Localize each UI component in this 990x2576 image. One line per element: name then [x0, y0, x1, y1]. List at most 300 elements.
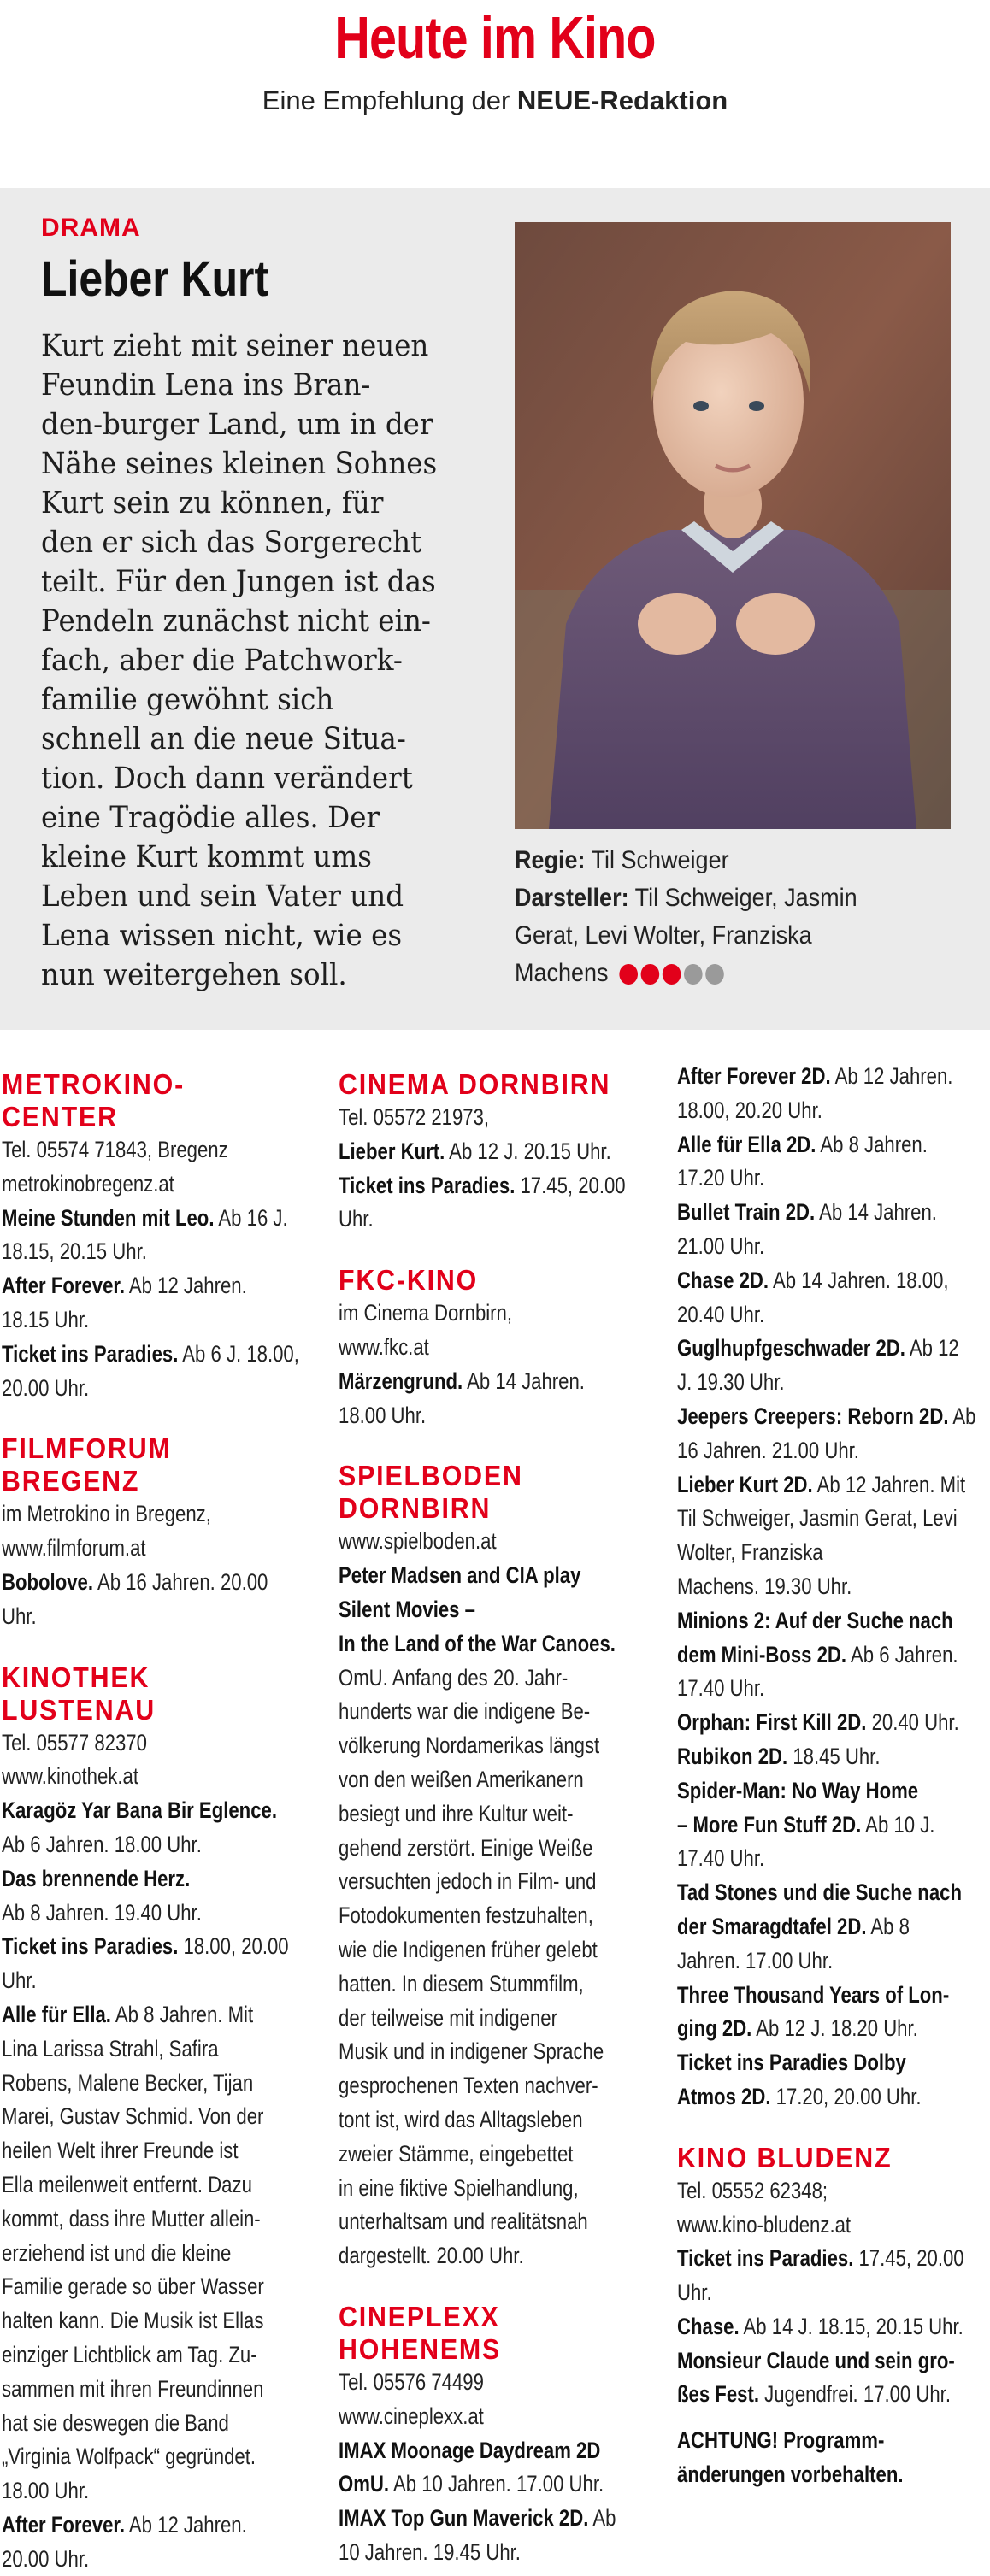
listing-text: www.spielboden.at: [339, 1528, 497, 1555]
listing-text: Ab 12 Jahren.: [124, 2511, 247, 2538]
listing-line: [677, 1536, 932, 1570]
film-title: Das brennende Herz.: [2, 1865, 191, 1891]
film-title: Märzengrund.: [339, 1367, 463, 1394]
listing-line: [339, 1559, 612, 1593]
film-credits: [515, 842, 959, 992]
listing-text: Ab 14 Jahren. 18.00,: [769, 1267, 949, 1293]
synopsis-line: eine Tragödie alles. Der: [41, 801, 380, 835]
listing-line: [2, 1964, 273, 1998]
listing-text: erziehend ist und die kleine: [2, 2239, 232, 2266]
listing-text: im Metrokino in Bregenz,: [2, 1501, 211, 1527]
listing-text: 10 Jahren. 19.45 Uhr.: [339, 2538, 521, 2565]
listing-line: [677, 1128, 932, 1162]
listing-text: Til Schweiger, Jasmin Gerat, Levi: [677, 1505, 958, 1532]
listing-line: [2, 1760, 273, 1794]
cinema-name: LUSTENAU: [2, 1693, 156, 1726]
listing-line: [677, 1774, 932, 1808]
listing-text: heilen Welt ihrer Freunde ist: [2, 2138, 239, 2164]
film-title: ßes Fest.: [677, 2381, 759, 2408]
synopsis-line: schnell an die neue Situa-: [41, 722, 406, 756]
film-title: änderungen vorbehalten.: [677, 2461, 904, 2488]
cast-row: [515, 879, 915, 917]
listing-text: Ella meilenweit entfernt. Dazu: [2, 2171, 252, 2197]
listing-column: [339, 1060, 672, 2570]
listing-line: [339, 1593, 612, 1627]
listing-line: [339, 2400, 612, 2434]
listing-line: [677, 2174, 932, 2208]
listing-text: Uhr.: [339, 1206, 374, 1232]
film-title: – More Fun Stuff 2D.: [677, 1811, 862, 1838]
listing-text: Ab 16 J.: [214, 1204, 288, 1231]
synopsis-line: Feundin Lena ins Bran-: [41, 368, 371, 403]
listing-line: [2, 2168, 273, 2203]
listing-line: [677, 1842, 932, 1876]
synopsis-line: Pendeln zunächst nicht ein-: [41, 604, 431, 638]
listing-text: 18.00, 20.20 Uhr.: [677, 1097, 822, 1123]
listing-line: [339, 2366, 612, 2400]
film-title: After Forever.: [2, 1273, 125, 1299]
listing-text: wie die Indigenen früher gelebt: [339, 1936, 598, 1962]
listing-text: www.cineplexx.at: [339, 2403, 484, 2429]
cinema-name: HOHENEMS: [339, 2332, 502, 2365]
film-title: Lieber Kurt.: [339, 1138, 445, 1164]
listing-text: Ab 14 Jahren.: [463, 1367, 585, 1394]
listing-text: Ab 12 J. 20.15 Uhr.: [445, 1138, 611, 1164]
cinema-name: FKC-KINO: [339, 1264, 479, 1297]
listing-line: [2, 1998, 273, 2032]
cinema-name: BREGENZ: [2, 1465, 140, 1497]
listing-line: [677, 1468, 966, 1503]
film-title: Peter Madsen and CIA play: [339, 1562, 581, 1589]
listing-text: 16 Jahren. 21.00 Uhr.: [677, 1437, 859, 1463]
film-title: Karagöz Yar Bana Bir Eglence.: [2, 1797, 277, 1824]
listing-text: 17.40 Uhr.: [677, 1845, 765, 1872]
listing-line: [677, 2012, 932, 2046]
film-title: der Smaragdtafel 2D.: [677, 1913, 867, 1939]
cinema-name: KINO BLUDENZ: [677, 2141, 893, 2173]
listing-line: [677, 1094, 932, 1128]
rating-dot-filled: [640, 964, 659, 985]
rating-dot-empty: [705, 964, 724, 985]
listing-line: [677, 1876, 962, 1910]
listing-line: [339, 1297, 612, 1331]
listing-text: Ab 8 Jahren.: [816, 1131, 928, 1157]
listing-line: [677, 1264, 949, 1298]
film-title: Orphan: First Kill 2D.: [677, 1709, 867, 1736]
listing-line: [677, 2208, 932, 2243]
listing-line: [2, 2270, 273, 2304]
listing-text: 21.00 Uhr.: [677, 1232, 765, 1259]
synopsis-line: nun weitergehen soll.: [41, 958, 347, 992]
listing-line: [339, 1933, 612, 1967]
listing-text: völkerung Nordamerikas längst: [339, 1732, 600, 1759]
listing-line: [339, 1899, 612, 1933]
listing-line: [339, 2536, 612, 2570]
film-title: ACHTUNG! Programm-: [677, 2427, 885, 2454]
listing-text: 18.15, 20.15 Uhr.: [2, 1238, 147, 1265]
listing-line: [2, 1794, 277, 1828]
film-title: After Forever 2D.: [677, 1063, 831, 1089]
film-title: Tad Stones und die Suche nach: [677, 1879, 962, 1906]
cinema-name: CENTER: [2, 1101, 118, 1132]
listing-text: hunderts war die indigene Be-: [339, 1698, 591, 1725]
film-title: dem Mini-Boss 2D.: [677, 1641, 847, 1667]
synopsis-line: fach, aber die Patchwork-: [41, 644, 403, 678]
listing-text: www.filmforum.at: [2, 1535, 146, 1561]
listing-text: sammen mit ihren Freundinnen: [2, 2375, 264, 2402]
listing-text: Tel. 05576 74499: [339, 2368, 484, 2395]
listing-line: [2, 1566, 273, 1600]
block-spacer: [2, 1634, 332, 1653]
cinema-name: CINEMA DORNBIRN: [339, 1068, 611, 1100]
listing-text: hat sie deswegen die Band: [2, 2409, 229, 2436]
film-title: Chase.: [677, 2313, 740, 2339]
listing-line: [2, 1372, 273, 1406]
cinema-name: SPIELBODEN: [339, 1460, 523, 1492]
listing-line: [2, 2237, 273, 2271]
listing-text: Ab 12 Jahren.: [124, 1273, 247, 1299]
listing-text: 18.00 Uhr.: [2, 2478, 90, 2504]
listing-line: [339, 1169, 626, 1203]
listing-line: [677, 2242, 964, 2276]
listing-text: 18.45 Uhr.: [787, 1743, 881, 1769]
listing-line: [677, 2378, 951, 2412]
listing-text: Ab 14 J. 18.15, 20.15 Uhr.: [739, 2313, 963, 2339]
listing-line: [339, 1135, 612, 1169]
block-spacer: [339, 1432, 672, 1451]
listing-text: 17.20 Uhr.: [677, 1165, 765, 1191]
listing-line: [2, 1497, 273, 1532]
cast-line: Machens: [515, 959, 609, 987]
listing-line: [677, 2344, 955, 2379]
featured-film-title: Lieber Kurt: [41, 251, 269, 307]
listing-line: [677, 2424, 932, 2458]
listing-text: Ab 12 J. 18.20 Uhr.: [751, 2015, 918, 2042]
listing-line: [2, 2508, 273, 2543]
listing-line: [2, 2134, 273, 2168]
listing-text: einziger Lichtblick am Tag. Zu-: [2, 2341, 257, 2367]
listing-text: Ab: [948, 1403, 976, 1429]
listing-text: Jugendfrei. 17.00 Uhr.: [758, 2381, 951, 2408]
listing-text: Ab 12: [905, 1335, 959, 1362]
listing-text: metrokinobregenz.at: [2, 1170, 174, 1197]
listing-text: Fotodokumenten festzuhalten,: [339, 1903, 593, 1929]
listing-text: Ab 8: [866, 1913, 910, 1939]
film-title: Alle für Ella.: [2, 2001, 111, 2027]
listing-text: J. 19.30 Uhr.: [677, 1369, 785, 1396]
block-spacer: [339, 2273, 672, 2292]
rating-dot-filled: [619, 964, 638, 985]
listing-line: [2, 2440, 273, 2474]
listing-text: von den weißen Amerikanern: [339, 1766, 584, 1792]
listing-text: 17.45, 20.00: [515, 1172, 626, 1198]
listing-line: [2, 1202, 288, 1236]
listing-line: [2, 2032, 273, 2067]
listing-text: 18.00, 20.00: [178, 1933, 289, 1960]
listing-text: Marei, Gustav Schmid. Von der: [2, 2103, 264, 2130]
listing-line: [2, 2304, 273, 2338]
rating-dot-filled: [663, 964, 681, 985]
listing-line: [339, 1627, 616, 1661]
listing-line: [2, 1897, 273, 1931]
listing-text: Musik und in indigener Sprache: [339, 2038, 604, 2065]
listing-text: Ab 16 Jahren. 20.00: [93, 1568, 268, 1595]
synopsis-line: den-burger Land, um in der: [41, 408, 433, 442]
listing-line: [2, 2407, 273, 2441]
synopsis-line: Leben und sein Vater und: [41, 879, 404, 914]
film-title: Chase 2D.: [677, 1267, 769, 1293]
listing-line: [2, 2373, 273, 2407]
listing-line: [339, 1365, 612, 1399]
listing-text: Tel. 05572 21973,: [339, 1104, 490, 1130]
listing-text: im Cinema Dornbirn,: [339, 1300, 513, 1326]
listing-line: [2, 2543, 273, 2576]
listing-text: Wolter, Franziska: [677, 1539, 823, 1566]
listing-line: [339, 2035, 612, 2069]
cast-row: [515, 955, 915, 992]
listing-line: [677, 1604, 953, 1638]
listing-text: zweier Stämme, eingebettet: [339, 2140, 574, 2167]
listing-text: 20.40 Uhr.: [677, 1301, 765, 1327]
listing-text: der teilweise mit indigener: [339, 2004, 557, 2031]
listing-line: [2, 2067, 273, 2101]
listing-line: [677, 1366, 932, 1400]
listing-text: Tel. 05574 71843, Bregenz: [2, 1137, 228, 1162]
listing-line: [339, 1399, 612, 1433]
listing-text: OmU. Anfang des 20. Jahr-: [339, 1664, 569, 1691]
listing-text: Lina Larissa Strahl, Safira: [2, 2035, 219, 2061]
listing-line: [2, 1269, 273, 1303]
cast-line: Til Schweiger, Jasmin: [628, 884, 857, 912]
listing-text: hatten. In diesem Stummfilm,: [339, 1970, 584, 1997]
listing-line: [677, 1706, 959, 1740]
listing-text: Ab 10 J.: [861, 1811, 935, 1838]
listing-line: [339, 2002, 612, 2036]
listing-line: [2, 1862, 273, 1897]
listing-text: www.kino-bludenz.at: [677, 2211, 852, 2238]
film-title: Alle für Ella 2D.: [677, 1131, 816, 1157]
listing-line: [677, 1910, 932, 1944]
listing-text: unterhaltsam und realitätsnah: [339, 2208, 588, 2235]
listing-line: [2, 1133, 273, 1167]
film-title: Ticket ins Paradies.: [677, 2245, 854, 2272]
listing-line: [339, 1967, 612, 2002]
director-label: Regie:: [515, 846, 586, 874]
listing-text: „Virginia Wolfpack“ gegründet.: [2, 2444, 256, 2470]
listing-column: [677, 1060, 988, 2492]
synopsis-line: teilt. Für den Jungen ist das: [41, 565, 436, 599]
listing-text: Ab 12 Jahren. Mit: [812, 1471, 966, 1497]
listing-text: Familie gerade so über Wasser: [2, 2273, 264, 2300]
page-subtitle: [0, 84, 990, 118]
listing-text: in eine fiktive Spielhandlung,: [339, 2174, 579, 2201]
film-title: Guglhupfgeschwader 2D.: [677, 1335, 905, 1362]
synopsis-line: familie gewöhnt sich: [41, 683, 334, 717]
director-row: [515, 842, 915, 879]
listing-text: gesprochenen Texten nachver-: [339, 2073, 598, 2099]
film-title: Spider-Man: No Way Home: [677, 1777, 919, 1803]
cinema-name: METROKINO-: [2, 1068, 186, 1100]
listing-line: [677, 1434, 932, 1468]
film-title: IMAX Moonage Daydream 2D: [339, 2437, 601, 2463]
synopsis-line: Lena wissen nicht, wie es: [41, 919, 403, 953]
listing-text: Uhr.: [677, 2279, 712, 2306]
listing-line: [339, 1729, 612, 1763]
cinema-name: CINEPLEXX: [339, 2300, 500, 2332]
listing-line: [677, 1672, 932, 1706]
listing-line: [339, 2103, 612, 2138]
listing-line: [2, 2100, 273, 2134]
film-title: Ticket ins Paradies.: [2, 1933, 179, 1960]
cast-label: Darsteller:: [515, 884, 629, 912]
film-title: Monsieur Claude und sein gro-: [677, 2347, 955, 2373]
listing-column: [2, 1060, 332, 2576]
film-title: After Forever.: [2, 2511, 125, 2538]
listing-text: Robens, Malene Becker, Tijan: [2, 2069, 254, 2096]
page-title: Heute im Kino: [334, 4, 656, 71]
listing-line: [2, 1532, 273, 1566]
listing-text: Tel. 05577 82370: [2, 1729, 147, 1756]
listing-text: Ab 6 J. 18.00,: [178, 1340, 299, 1367]
listing-line: [339, 1865, 612, 1899]
film-title: ging 2D.: [677, 2015, 752, 2042]
listing-text: gehend zerstört. Einige Weiße: [339, 1834, 593, 1861]
film-title: Ticket ins Paradies Dolby: [677, 2050, 906, 2076]
synopsis-line: tion. Doch dann verändert: [41, 762, 413, 796]
genre-label: DRAMA: [41, 214, 141, 242]
director-value: Til Schweiger: [585, 846, 729, 874]
listing-line: [2, 1726, 273, 1761]
block-spacer: [339, 1237, 672, 1256]
listing-text: tont ist, wird das Alltagsleben: [339, 2106, 583, 2132]
listing-text: Tel. 05552 62348;: [677, 2177, 828, 2203]
listing-text: 18.15 Uhr.: [2, 1306, 90, 1332]
listing-line: [339, 1661, 612, 1696]
listing-text: Ab 6 Jahren. 18.00 Uhr.: [2, 1831, 202, 1857]
block-spacer: [677, 2114, 988, 2133]
synopsis-line: Nähe seines kleinen Sohnes: [41, 447, 438, 481]
listing-line: [2, 1930, 289, 1964]
listing-text: Uhr.: [2, 1967, 37, 1994]
listing-text: Jahren. 17.00 Uhr.: [677, 1947, 834, 1973]
film-title: Meine Stunden mit Leo.: [2, 1204, 215, 1231]
listing-line: [339, 2172, 612, 2206]
synopsis-line: den er sich das Sorgerecht: [41, 526, 422, 560]
rating-dot-empty: [684, 964, 703, 985]
cast-line: Gerat, Levi Wolter, Franziska: [515, 921, 812, 950]
film-title: Minions 2: Auf der Suche nach: [677, 1607, 953, 1633]
listing-text: 20.00 Uhr.: [2, 1374, 90, 1401]
listing-line: [677, 1060, 953, 1094]
listing-line: [2, 2474, 273, 2508]
film-title: In the Land of the War Canoes.: [339, 1630, 616, 1656]
film-title: Bobolove.: [2, 1568, 94, 1595]
listing-text: Ab 10 Jahren. 17.00 Uhr.: [389, 2471, 604, 2497]
listing-text: 17.45, 20.00: [853, 2245, 964, 2272]
listing-line: [677, 1502, 958, 1536]
cinema-name: DORNBIRN: [339, 1492, 492, 1525]
film-title: Atmos 2D.: [677, 2083, 771, 2109]
listing-line: [339, 2138, 612, 2172]
listing-line: [339, 2502, 616, 2536]
synopsis-line: kleine Kurt kommt ums: [41, 840, 372, 874]
listing-line: [677, 1638, 958, 1673]
film-title: Ticket ins Paradies.: [2, 1340, 179, 1367]
listing-line: [677, 2458, 932, 2492]
film-title: Bullet Train 2D.: [677, 1199, 816, 1226]
listing-text: Machens. 19.30 Uhr.: [677, 1573, 852, 1599]
rating-dots: [619, 964, 723, 985]
listing-line: [677, 1400, 976, 1434]
listing-text: Ab: [588, 2505, 616, 2532]
film-title: IMAX Top Gun Maverick 2D.: [339, 2505, 589, 2532]
film-title: Three Thousand Years of Lon-: [677, 1981, 950, 2008]
listing-line: [2, 1235, 273, 1269]
listing-text: versuchten jedoch in Film- und: [339, 1868, 597, 1895]
film-title: Lieber Kurt 2D.: [677, 1471, 813, 1497]
listing-text: Ab 8 Jahren. Mit: [110, 2001, 254, 2027]
synopsis-line: Kurt sein zu können, für: [41, 486, 384, 520]
listing-line: [339, 1763, 612, 1797]
listing-line: [339, 1203, 612, 1237]
listing-line: [677, 1332, 959, 1366]
listing-text: Ab 8 Jahren. 19.40 Uhr.: [2, 1899, 202, 1926]
listing-line: [339, 2205, 612, 2239]
listing-line: [2, 1167, 273, 1202]
film-still-photo: [515, 222, 951, 829]
listing-line: [677, 2276, 932, 2310]
cinema-listings: [0, 1060, 990, 2572]
listing-text: dargestellt. 20.00 Uhr.: [339, 2243, 524, 2269]
listing-line: [339, 2069, 612, 2103]
listing-line: [2, 1303, 273, 1338]
film-title: Silent Movies –: [339, 1596, 475, 1622]
listing-line: [339, 1525, 612, 1559]
film-title: Jeepers Creepers: Reborn 2D.: [677, 1403, 949, 1429]
listing-line: [339, 1695, 612, 1729]
listing-line: [2, 1828, 273, 1862]
listing-line: [677, 1196, 937, 1230]
listing-line: [339, 2434, 612, 2468]
listing-line: [677, 1298, 932, 1332]
listing-line: [2, 2203, 273, 2237]
featured-film-panel: [0, 188, 990, 1030]
listing-line: [339, 1832, 612, 1866]
listing-text: Ab 12 Jahren.: [830, 1063, 953, 1089]
listing-text: Uhr.: [2, 1603, 37, 1629]
listing-line: [2, 1600, 273, 1634]
listing-line: [677, 1979, 950, 2013]
listing-text: Ab 6 Jahren.: [846, 1641, 958, 1667]
block-spacer: [2, 1405, 332, 1424]
listing-text: 17.20, 20.00 Uhr.: [770, 2083, 922, 2109]
film-title: Rubikon 2D.: [677, 1743, 788, 1769]
listing-line: [677, 2310, 963, 2344]
listing-text: 17.40 Uhr.: [677, 1675, 765, 1702]
page-header: [0, 0, 990, 145]
listing-line: [677, 2412, 932, 2424]
listing-text: 20.40 Uhr.: [866, 1709, 959, 1736]
listing-line: [677, 1570, 932, 1604]
listing-line: [677, 1162, 932, 1196]
listing-text: 18.00 Uhr.: [339, 1402, 427, 1428]
listing-line: [339, 1331, 612, 1365]
listing-text: Ab 14 Jahren.: [815, 1199, 937, 1226]
cinema-name: FILMFORUM: [2, 1432, 172, 1465]
listing-line: [339, 2467, 612, 2502]
film-title: OmU.: [339, 2471, 390, 2497]
listing-text: halten kann. Die Musik ist Ellas: [2, 2308, 264, 2334]
